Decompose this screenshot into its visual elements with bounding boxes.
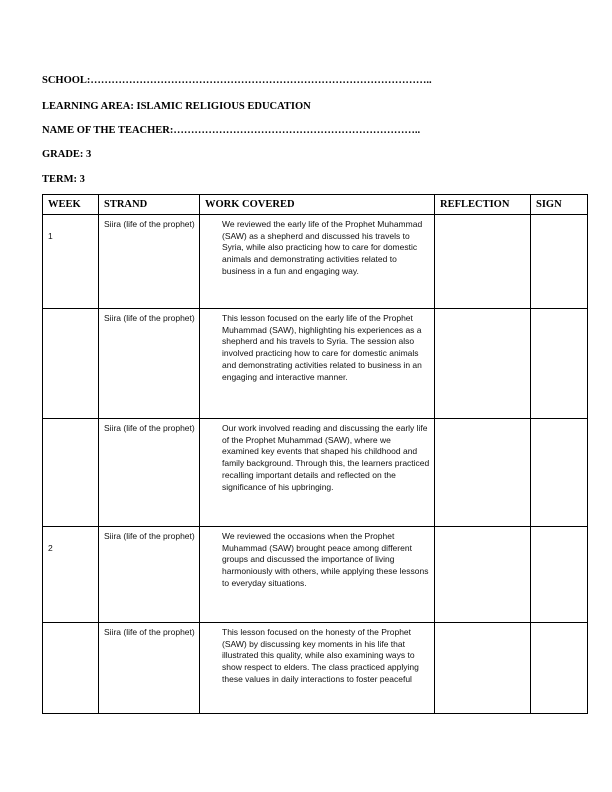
strand-cell: Siira (life of the prophet) bbox=[99, 623, 200, 714]
table-row bbox=[43, 623, 588, 714]
table-row bbox=[43, 419, 588, 527]
reflection-cell[interactable] bbox=[435, 309, 531, 419]
week-cell: 1 bbox=[43, 215, 99, 309]
column-header-work-covered: WORK COVERED bbox=[200, 195, 435, 215]
sign-cell[interactable] bbox=[531, 309, 588, 419]
column-header-week: WEEK bbox=[43, 195, 99, 215]
column-header-strand: STRAND bbox=[99, 195, 200, 215]
school-line: SCHOOL:…………………………………………………………………………………….. bbox=[42, 75, 432, 86]
sign-cell[interactable] bbox=[531, 419, 588, 527]
strand-cell: Siira (life of the prophet) bbox=[99, 309, 200, 419]
table-row bbox=[43, 527, 588, 623]
table-row bbox=[43, 215, 588, 309]
sign-cell[interactable] bbox=[531, 623, 588, 714]
strand-cell: Siira (life of the prophet) bbox=[99, 527, 200, 623]
work-covered-cell: This lesson focused on the early life of the Prophet Muhammad (SAW), highlighting his experiences as a shepherd and his travels to Syria. The session also involved practicing how to care for domestic animals and demonstrating activities related to business in an engaging and interactive manner. bbox=[200, 309, 435, 419]
week-cell bbox=[43, 309, 99, 419]
work-covered-cell: This lesson focused on the honesty of the Prophet (SAW) by discussing key moments in his life that illustrated this quality, while also examining ways to show respect to elders. The class practiced applying these values in daily interactions to foster peaceful bbox=[200, 623, 435, 714]
reflection-cell[interactable] bbox=[435, 527, 531, 623]
grade-line: GRADE: 3 bbox=[42, 149, 92, 160]
work-covered-cell: Our work involved reading and discussing the early life of the Prophet Muhammad (SAW), where we examined key events that shaped his childhood and family background. Through this, the learners practiced recalling important details and reflected on the significance of his upbringing. bbox=[200, 419, 435, 527]
learning-area-line: LEARNING AREA: ISLAMIC RELIGIOUS EDUCATION bbox=[42, 101, 311, 112]
week-cell bbox=[43, 623, 99, 714]
column-header-reflection: REFLECTION bbox=[435, 195, 531, 215]
work-covered-cell: We reviewed the early life of the Prophet Muhammad (SAW) as a shepherd and discussed his travels to Syria, while also practicing how to care for domestic animals and demonstrating activities related to business in a fun and engaging way. bbox=[200, 215, 435, 309]
week-cell: 2 bbox=[43, 527, 99, 623]
reflection-cell[interactable] bbox=[435, 215, 531, 309]
work-record-table bbox=[42, 194, 588, 714]
table-row bbox=[43, 309, 588, 419]
strand-cell: Siira (life of the prophet) bbox=[99, 419, 200, 527]
term-line: TERM: 3 bbox=[42, 174, 85, 185]
table-header-row bbox=[43, 195, 588, 215]
teacher-name-line: NAME OF THE TEACHER:…………………………………………………………….. bbox=[42, 125, 421, 136]
sign-cell[interactable] bbox=[531, 527, 588, 623]
reflection-cell[interactable] bbox=[435, 419, 531, 527]
work-covered-cell: We reviewed the occasions when the Prophet Muhammad (SAW) brought peace among different groups and discussed the importance of living harmoniously with others, while applying these lessons to everyday situations. bbox=[200, 527, 435, 623]
week-cell bbox=[43, 419, 99, 527]
strand-cell: Siira (life of the prophet) bbox=[99, 215, 200, 309]
column-header-sign: SIGN bbox=[531, 195, 588, 215]
reflection-cell[interactable] bbox=[435, 623, 531, 714]
sign-cell[interactable] bbox=[531, 215, 588, 309]
